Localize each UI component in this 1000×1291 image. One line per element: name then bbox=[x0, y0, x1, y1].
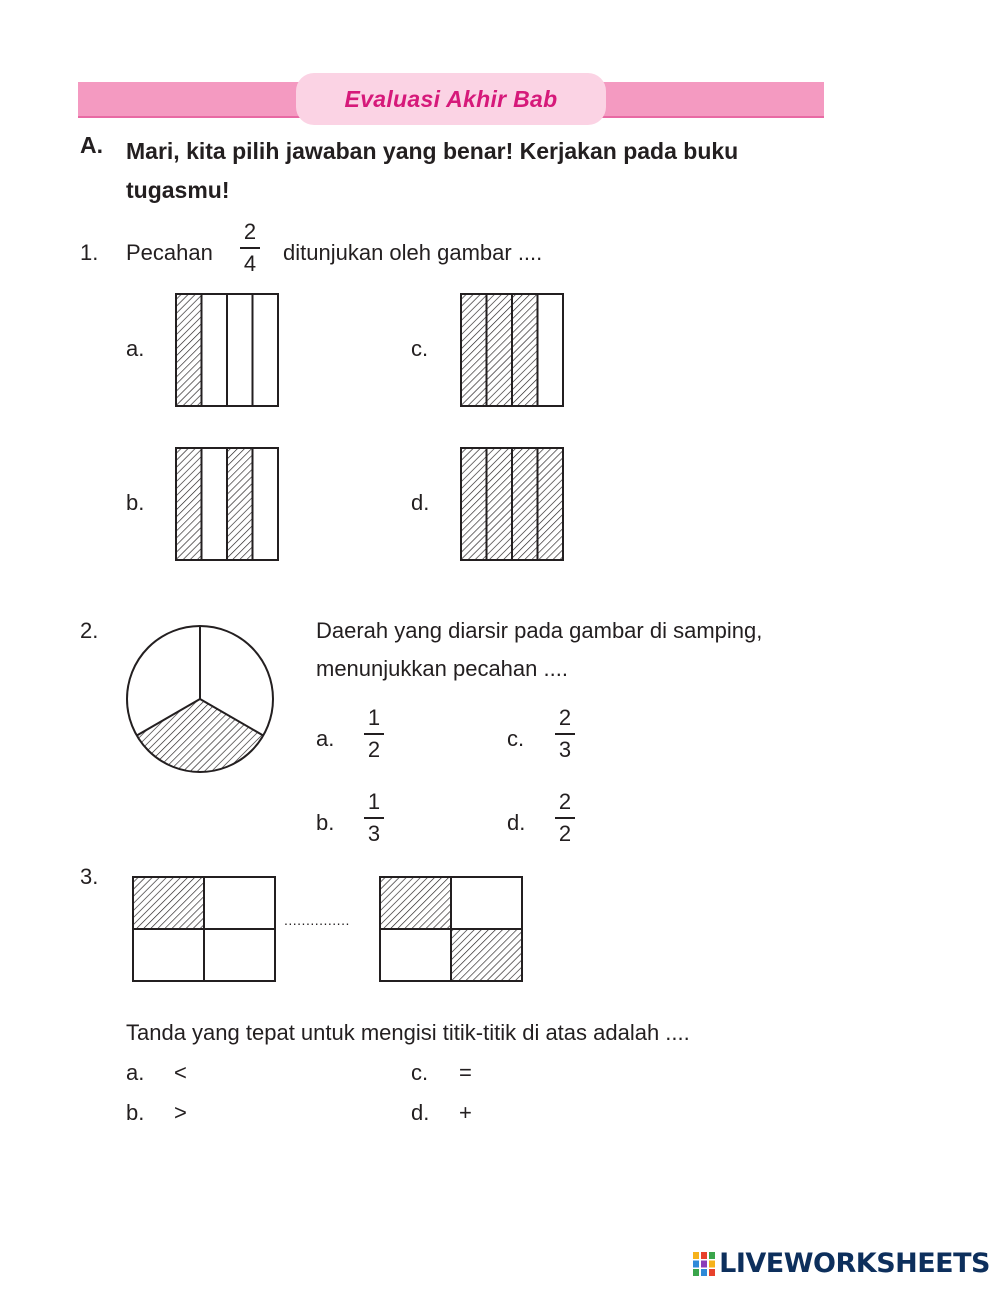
grid-cell-shaded bbox=[451, 929, 522, 981]
q2-option-d-label[interactable]: d. bbox=[507, 810, 526, 835]
q2-option-c-fraction[interactable] bbox=[555, 705, 575, 763]
bar-part bbox=[512, 294, 538, 406]
q2-option-a-fraction[interactable] bbox=[364, 705, 384, 763]
bar-part bbox=[461, 294, 487, 406]
chapter-title: Evaluasi Akhir Bab bbox=[296, 73, 606, 125]
q1-option-d-figure[interactable] bbox=[460, 447, 564, 561]
q1-option-a-figure[interactable] bbox=[175, 293, 279, 407]
bar-part bbox=[202, 294, 228, 406]
q3-option-d-label[interactable]: d. bbox=[411, 1100, 430, 1125]
bar-part bbox=[538, 448, 564, 560]
grid-cell-shaded bbox=[380, 877, 451, 929]
question-3-left-grid bbox=[132, 876, 276, 982]
fraction-bar bbox=[555, 817, 575, 819]
bar-part bbox=[202, 448, 228, 560]
q3-option-c-value[interactable]: = bbox=[459, 1060, 472, 1085]
bar-part bbox=[512, 448, 538, 560]
liveworksheets-logo-icon bbox=[693, 1252, 715, 1276]
question-2-text-line2: menunjukkan pecahan .... bbox=[316, 656, 568, 681]
fraction-numerator: 2 bbox=[243, 219, 257, 244]
q2-option-b-fraction[interactable] bbox=[364, 789, 384, 847]
bar-part bbox=[487, 294, 513, 406]
q3-option-d-value[interactable]: + bbox=[459, 1100, 472, 1125]
section-letter: A. bbox=[80, 132, 103, 158]
bar-part bbox=[227, 294, 253, 406]
fraction-numerator: 1 bbox=[367, 789, 381, 814]
question-1-text-before: Pecahan bbox=[126, 240, 213, 265]
fraction-numerator: 2 bbox=[558, 789, 572, 814]
q1-option-d-label[interactable]: d. bbox=[411, 490, 430, 515]
q1-option-a-label[interactable]: a. bbox=[126, 336, 145, 361]
q3-option-c-label[interactable]: c. bbox=[411, 1060, 429, 1085]
q2-option-d-fraction[interactable] bbox=[555, 789, 575, 847]
question-3-dots: ............... bbox=[284, 912, 350, 928]
question-2-pie-figure bbox=[126, 623, 274, 773]
pie-shaded-sector bbox=[137, 699, 263, 772]
grid-cell-shaded bbox=[133, 877, 204, 929]
q1-option-b-label[interactable]: b. bbox=[126, 490, 145, 515]
fraction-denominator: 3 bbox=[367, 821, 381, 846]
fraction-bar bbox=[364, 733, 384, 735]
section-instruction: Mari, kita pilih jawaban yang benar! Kerjakan pada buku tugasmu! bbox=[126, 138, 739, 203]
q3-option-a-label[interactable]: a. bbox=[126, 1060, 145, 1085]
question-1-text-after: ditunjukan oleh gambar .... bbox=[283, 240, 543, 265]
q2-option-b-label[interactable]: b. bbox=[316, 810, 335, 835]
q1-option-b-figure[interactable] bbox=[175, 447, 279, 561]
bar-part bbox=[538, 294, 564, 406]
bar-part bbox=[176, 448, 202, 560]
q3-option-b-value[interactable]: > bbox=[174, 1100, 187, 1125]
question-3-right-grid bbox=[379, 876, 523, 982]
fraction-bar bbox=[240, 247, 260, 249]
q1-option-c-label[interactable]: c. bbox=[411, 336, 429, 361]
question-3-text: Tanda yang tepat untuk mengisi titik-titik di atas adalah .... bbox=[126, 1020, 690, 1045]
bar-part bbox=[176, 294, 202, 406]
bar-part bbox=[461, 448, 487, 560]
fraction-denominator: 2 bbox=[558, 821, 572, 846]
fraction-denominator: 4 bbox=[243, 251, 257, 276]
question-1-number: 1. bbox=[80, 240, 99, 265]
fraction-numerator: 1 bbox=[367, 705, 381, 730]
question-2-text-line1: Daerah yang diarsir pada gambar di samping, bbox=[316, 618, 763, 643]
q3-option-a-value[interactable]: < bbox=[174, 1060, 187, 1085]
q1-option-c-figure[interactable] bbox=[460, 293, 564, 407]
bar-part bbox=[253, 294, 279, 406]
bar-part bbox=[487, 448, 513, 560]
liveworksheets-logo-text: LIVEWORKSHEETS bbox=[719, 1248, 990, 1279]
liveworksheets-logo[interactable] bbox=[693, 1248, 990, 1279]
bar-part bbox=[253, 448, 279, 560]
fraction-denominator: 2 bbox=[367, 737, 381, 762]
fraction-bar bbox=[364, 817, 384, 819]
question-3-number: 3. bbox=[80, 864, 99, 889]
q2-option-a-label[interactable]: a. bbox=[316, 726, 335, 751]
question-1-fraction bbox=[240, 219, 260, 277]
q2-option-c-label[interactable]: c. bbox=[507, 726, 525, 751]
fraction-bar bbox=[555, 733, 575, 735]
fraction-numerator: 2 bbox=[558, 705, 572, 730]
bar-part bbox=[227, 448, 253, 560]
fraction-denominator: 3 bbox=[558, 737, 572, 762]
q3-option-b-label[interactable]: b. bbox=[126, 1100, 145, 1125]
question-2-number: 2. bbox=[80, 618, 99, 643]
